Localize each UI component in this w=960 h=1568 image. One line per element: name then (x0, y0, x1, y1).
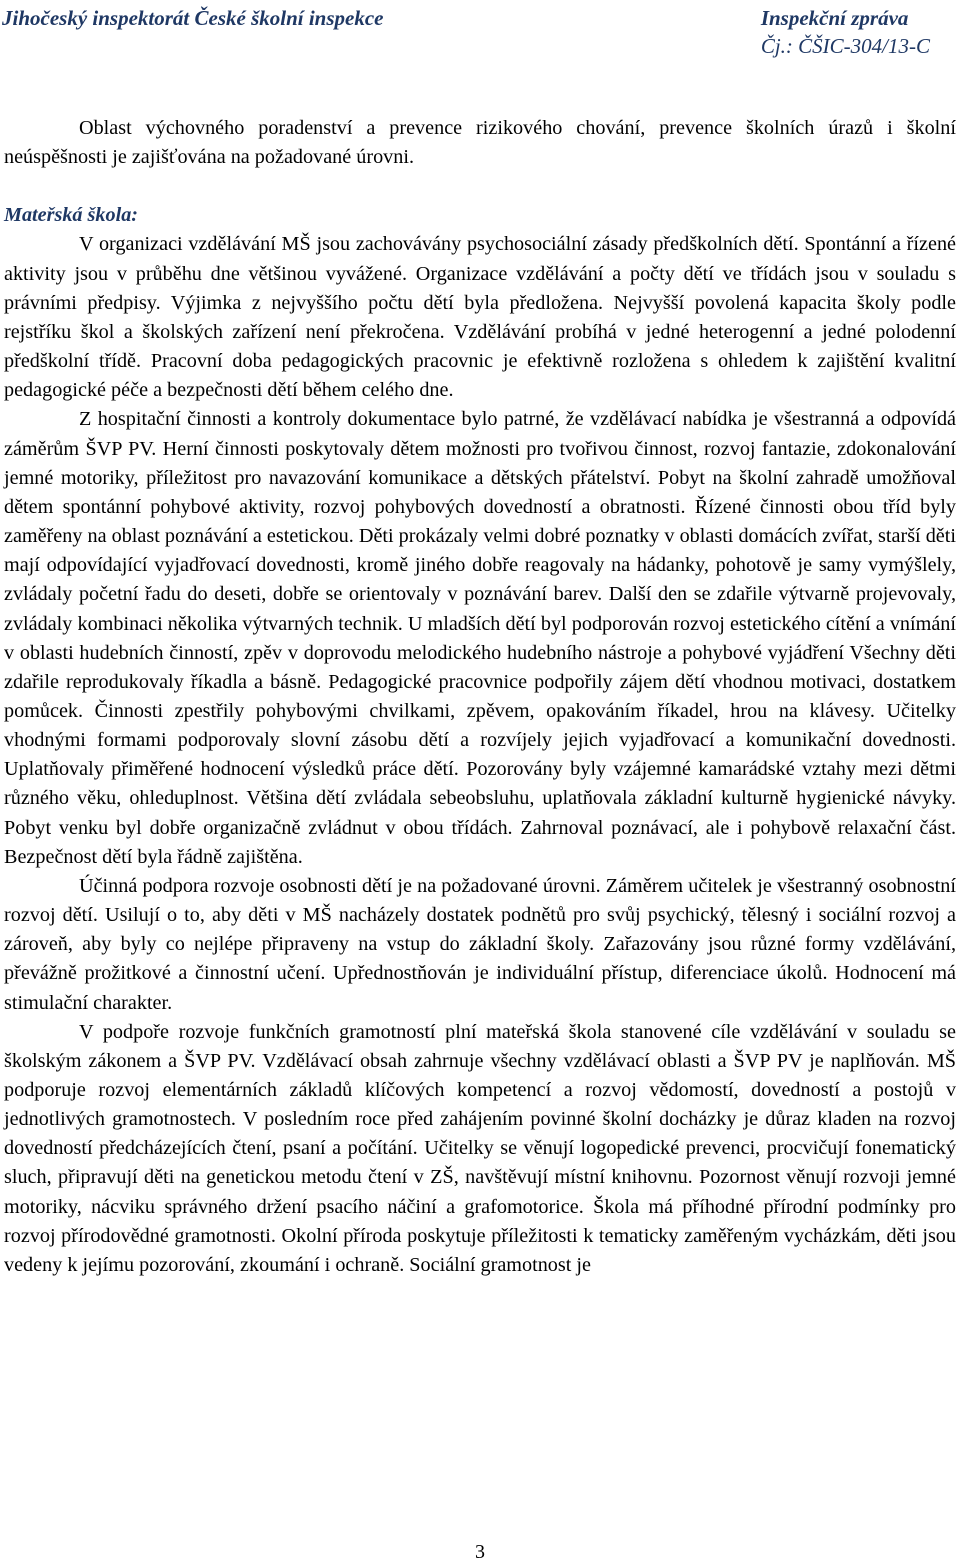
paragraph-personal-development: Účinná podpora rozvoje osobnosti dětí je na požadované úrovni. Záměrem učitelek je všestranný osobnostní rozvoj dětí. Usilují o to, aby děti v MŠ nacházely dostatek podnětů pro svůj psychický, tělesný i sociální rozvoj a zároveň, aby byly co nejlépe připraveny na vstup do základní školy. Zařazovány jsou různé formy vzdělávání, převážně prožitkové a činnostní učení. Upřednostňován je individuální přístup, diferenciace úkolů. Hodnocení má stimulační charakter. (4, 874, 956, 1014)
report-title: Inspekční zpráva (760, 6, 909, 30)
intro-paragraph: Oblast výchovného poradenství a prevence rizikového chování, prevence školních úrazů i školní neúspěšnosti je zajišťována na požadované úrovni. (4, 117, 956, 169)
reference-number: Čj.: ČŠIC-304/13-C (760, 34, 930, 58)
paragraph-organization: V organizaci vzdělávání MŠ jsou zachovávány psychosociální zásady předškolních dětí. Spontánní a řízené aktivity jsou v průběhu dne většinou vyvážené. Organizace vzdělávání a počty dětí ve třídách jsou v souladu s právními předpisy. Výjimka z nejvyššího počtu dětí byla předložena. Nejvyšší povolená kapacita školy podle rejstříku škol a školských zařízení není překročena. Vzdělávání probíhá v jedné heterogenní a jedné polodenní předškolní třídě. Pracovní doba pedagogických pracovnic je efektivně rozložena s ohledem k zajištění kvalitní pedagogické péče a bezpečnosti dětí během celého dne. (4, 233, 956, 402)
document-body (4, 114, 956, 1280)
inspectorate-name: Jihočeský inspektorát České školní inspekce (2, 6, 384, 30)
section-title: Mateřská škola: (4, 204, 139, 227)
paragraph-activities: Z hospitační činnosti a kontroly dokumentace bylo patrné, že vzdělávací nabídka je všestranná a odpovídá záměrům ŠVP PV. Herní činnosti poskytovaly dětem možnosti pro tvořivou činnost, rozvoj fantazie, zdokonalování jemné motoriky, příležitost pro navazování komunikace a dětských přátelství. Pobyt na školní zahradě umožňoval dětem spontánní pohybové aktivity, rozvoj pohybových dovedností a obratnosti. Řízené činnosti obou tříd byly zaměřeny na oblast poznávání a estetickou. Děti prokázaly velmi dobré poznatky v oblasti domácích zvířat, starší děti mají odpovídající vyjadřovací dovednosti, kromě jiného dobře reagovaly na hádanky, pohotově je samy vymýšlely, zvládaly početní řadu do deseti, dobře se orientovaly v poznávání barev. Další den se zdařile výtvarně projevovaly, zvládaly kombinaci několika výtvarných technik. U mladších dětí byl podporován rozvoj estetického cítění a vnímání v oblasti hudebních činností, zpěv v doprovodu melodického hudebního nástroje a pohybové vyjádření Všechny děti zdařile reprodukovaly říkadla a básně. Pedagogické pracovnice podpořily zájem dětí vhodnou motivaci, dostatkem pomůcek. Činnosti zpestřily pohybovými chvilkami, zpěvem, opakováním říkadel, hrou na klávesy. Učitelky vhodnými formami podporovaly slovní zásobu dětí a rozvíjely jejich vyjadřovací a komunikační dovednosti. Uplatňovaly přiměřené hodnocení výsledků práce dětí. Pozorovány byly vzájemné kamarádské vztahy mezi dětmi různého věku, ohleduplnost. Většina dětí zvládala sebeobsluhu, uplatňovala základní kulturně hygienické návyky. Pobyt venku byl dobře organizačně zvládnut v obou třídách. Zahrnoval poznávací, ale i pohybově relaxační část. Bezpečnost dětí byla řádně zajištěna. (4, 408, 956, 868)
page-number: 3 (475, 1541, 485, 1563)
paragraph-literacy: V podpoře rozvoje funkčních gramotností plní mateřská škola stanovené cíle vzdělávání v souladu se školským zákonem a ŠVP PV. Vzdělávací obsah zahrnuje všechny vzdělávací oblasti a ŠVP PV je naplňován. MŠ podporuje rozvoj elementárních základů klíčových kompetencí a rozvoj vědomostí, dovedností a postojů v jednotlivých gramotnostech. V posledním roce před zahájením povinné školní docházky je důraz kladen na rozvoj dovedností předcházejících čtení, psaní a počítání. Učitelky se věnují logopedické prevenci, procvičují fonematický sluch, připravují děti na genetickou metodu čtení v ZŠ, navštěvují místní knihovnu. Pozornost věnují rozvoji jemné motoriky, nácviku správného držení psacího náčiní a grafomotorice. Škola má příhodné přírodní podmínky pro rozvoj přírodovědné gramotnosti. Okolní příroda poskytuje příležitosti k tematicky zaměřeným vycházkám, děti jsou vedeny k jejímu pozorování, zkoumání i ochraně. Sociální gramotnost je (4, 1020, 956, 1276)
report-heading (761, 4, 930, 60)
